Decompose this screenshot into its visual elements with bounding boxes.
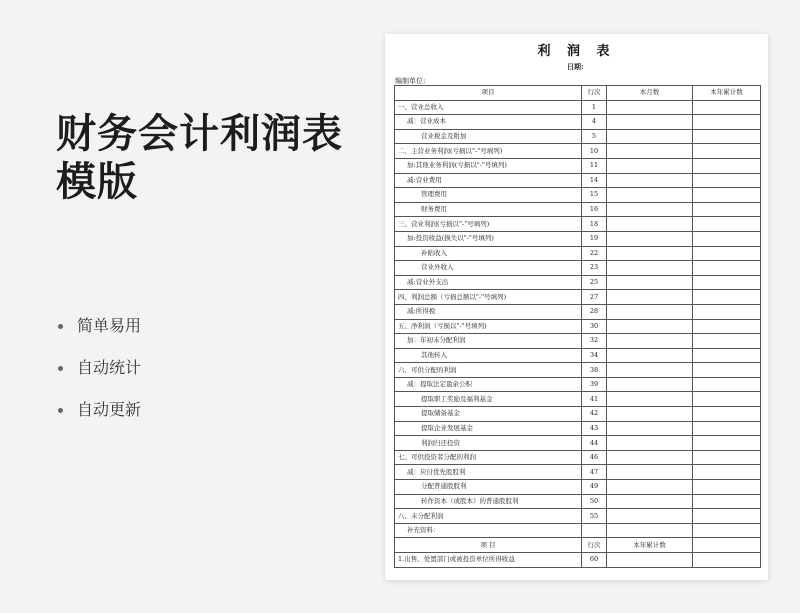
supplement-ytd-value[interactable] (607, 553, 693, 568)
page-title-line2: 模版 (56, 159, 138, 205)
income-statement-table (394, 85, 761, 568)
row-line: 19 (582, 231, 607, 246)
row-month-value[interactable] (607, 202, 693, 217)
supplement-header-row (395, 538, 761, 553)
row-line: 5 (582, 129, 607, 144)
row-ytd-value[interactable] (693, 348, 761, 363)
bullet-dot-icon (58, 408, 63, 413)
row-ytd-value[interactable] (693, 275, 761, 290)
row-ytd-value[interactable] (693, 319, 761, 334)
row-month-value[interactable] (607, 348, 693, 363)
row-line: 47 (582, 465, 607, 480)
row-item: 减：提取法定盈余公积 (395, 377, 582, 392)
row-item: 六、可供分配的利润 (395, 363, 582, 378)
row-ytd-value[interactable] (693, 480, 761, 495)
row-line: 43 (582, 421, 607, 436)
table-row (395, 275, 761, 290)
table-row (395, 217, 761, 232)
table-row (395, 407, 761, 422)
row-item: 提取职工奖励及福利基金 (395, 392, 582, 407)
row-ytd-value[interactable] (693, 246, 761, 261)
row-ytd-value[interactable] (693, 290, 761, 305)
row-item: 一、营业总收入 (395, 100, 582, 115)
row-item: 加:投资收益(损失以"-"号填列) (395, 231, 582, 246)
row-line: 46 (582, 450, 607, 465)
row-line: 10 (582, 144, 607, 159)
row-item: 七、可供投资者分配的利润 (395, 450, 582, 465)
row-item: 分配普通股股利 (395, 480, 582, 495)
row-ytd-value[interactable] (693, 436, 761, 451)
row-item: 管理费用 (395, 188, 582, 203)
row-item: 五、净利润（亏损以"-"号填列) (395, 319, 582, 334)
row-line: 11 (582, 158, 607, 173)
feature-label: 自动统计 (77, 358, 142, 377)
row-item: 利润归还投资 (395, 436, 582, 451)
feature-item (56, 314, 141, 356)
row-month-value[interactable] (607, 494, 693, 509)
row-item: 四、利润总额（亏损总额以"-"号填列) (395, 290, 582, 305)
row-month-value[interactable] (607, 231, 693, 246)
feature-list (56, 314, 141, 440)
row-item: 二、主营业务利润(亏损以"-"号填列) (395, 144, 582, 159)
bullet-dot-icon (58, 324, 63, 329)
bullet-dot-icon (58, 366, 63, 371)
row-line: 1 (582, 100, 607, 115)
row-month-value[interactable] (607, 450, 693, 465)
table-row (395, 173, 761, 188)
table-row (395, 553, 761, 568)
row-line: 49 (582, 480, 607, 495)
supplement-empty-cell[interactable] (693, 553, 761, 568)
date-label: 日期: (567, 62, 584, 71)
row-item: 补充资料： (395, 523, 582, 538)
table-row (395, 129, 761, 144)
row-item: 其他转入 (395, 348, 582, 363)
row-ytd-value[interactable] (693, 363, 761, 378)
row-item: 减:营业外支出 (395, 275, 582, 290)
row-month-value[interactable] (607, 100, 693, 115)
table-row (395, 304, 761, 319)
table-row (395, 158, 761, 173)
row-line: 15 (582, 188, 607, 203)
row-line: 4 (582, 115, 607, 130)
supplement-line: 60 (582, 553, 607, 568)
income-statement-sheet (385, 34, 768, 580)
page-title-line1: 财务会计利润表 (56, 111, 343, 157)
row-item: 提取企业发展基金 (395, 421, 582, 436)
row-month-value[interactable] (607, 173, 693, 188)
supplement-header-ytd: 本年累计数 (607, 538, 693, 553)
header-line: 行次 (582, 86, 607, 101)
row-ytd-value[interactable] (693, 144, 761, 159)
row-month-value[interactable] (607, 436, 693, 451)
row-line (582, 523, 607, 538)
table-row (395, 202, 761, 217)
row-item: 减:所得税 (395, 304, 582, 319)
row-line: 34 (582, 348, 607, 363)
supplement-header-line: 行次 (582, 538, 607, 553)
row-ytd-value[interactable] (693, 173, 761, 188)
row-line: 42 (582, 407, 607, 422)
row-line: 18 (582, 217, 607, 232)
row-ytd-value[interactable] (693, 188, 761, 203)
row-ytd-value[interactable] (693, 523, 761, 538)
table-row (395, 231, 761, 246)
header-ytd: 本年累计数 (693, 86, 761, 101)
row-item: 三、营业利润(亏损以"-"号填列) (395, 217, 582, 232)
row-ytd-value[interactable] (693, 217, 761, 232)
feature-item (56, 398, 141, 440)
table-row (395, 246, 761, 261)
supplement-header-item: 项 目 (395, 538, 582, 553)
table-row (395, 450, 761, 465)
row-month-value[interactable] (607, 158, 693, 173)
table-row (395, 494, 761, 509)
row-month-value[interactable] (607, 290, 693, 305)
row-ytd-value[interactable] (693, 450, 761, 465)
row-line: 39 (582, 377, 607, 392)
row-line: 23 (582, 261, 607, 276)
row-ytd-value[interactable] (693, 158, 761, 173)
row-item: 减：应付优先股股利 (395, 465, 582, 480)
table-row (395, 115, 761, 130)
row-ytd-value[interactable] (693, 100, 761, 115)
table-row (395, 523, 761, 538)
row-month-value[interactable] (607, 334, 693, 349)
row-line: 27 (582, 290, 607, 305)
supplement-item: 1.出售、处置部门或被投资单位所得收益 (395, 553, 582, 568)
row-month-value[interactable] (607, 246, 693, 261)
row-line: 38 (582, 363, 607, 378)
row-line: 50 (582, 494, 607, 509)
row-line: 25 (582, 275, 607, 290)
sheet-title: 利 润 表 (537, 44, 616, 59)
row-ytd-value[interactable] (693, 421, 761, 436)
row-ytd-value[interactable] (693, 509, 761, 524)
hero (56, 110, 376, 206)
row-month-value[interactable] (607, 275, 693, 290)
table-row (395, 392, 761, 407)
table-row (395, 100, 761, 115)
table-row (395, 261, 761, 276)
feature-label: 自动更新 (77, 400, 142, 419)
table-row (395, 363, 761, 378)
row-ytd-value[interactable] (693, 304, 761, 319)
feature-label: 简单易用 (77, 316, 142, 335)
row-month-value[interactable] (607, 407, 693, 422)
table-row (395, 465, 761, 480)
table-row (395, 421, 761, 436)
row-month-value[interactable] (607, 421, 693, 436)
row-month-value[interactable] (607, 129, 693, 144)
row-ytd-value[interactable] (693, 231, 761, 246)
row-month-value[interactable] (607, 217, 693, 232)
row-ytd-value[interactable] (693, 115, 761, 130)
row-line: 28 (582, 304, 607, 319)
supplement-header-empty (693, 538, 761, 553)
row-month-value[interactable] (607, 523, 693, 538)
row-item: 八、未分配利润 (395, 509, 582, 524)
row-month-value[interactable] (607, 377, 693, 392)
row-ytd-value[interactable] (693, 261, 761, 276)
table-row (395, 290, 761, 305)
row-item: 加：年初未分配利润 (395, 334, 582, 349)
row-month-value[interactable] (607, 509, 693, 524)
row-line: 30 (582, 319, 607, 334)
row-line: 41 (582, 392, 607, 407)
row-month-value[interactable] (607, 363, 693, 378)
table-row (395, 436, 761, 451)
unit-label: 编制单位: (395, 77, 426, 85)
row-line: 16 (582, 202, 607, 217)
table-header-row (395, 86, 761, 101)
row-ytd-value[interactable] (693, 202, 761, 217)
feature-item (56, 356, 141, 398)
row-item: 营业外收入 (395, 261, 582, 276)
row-item: 提取储备基金 (395, 407, 582, 422)
table-row (395, 144, 761, 159)
row-item: 减:营业费用 (395, 173, 582, 188)
row-item: 转作资本（或股本）的普通股股利 (395, 494, 582, 509)
row-month-value[interactable] (607, 144, 693, 159)
row-ytd-value[interactable] (693, 465, 761, 480)
row-month-value[interactable] (607, 319, 693, 334)
header-month: 本月数 (607, 86, 693, 101)
row-line: 44 (582, 436, 607, 451)
row-month-value[interactable] (607, 465, 693, 480)
row-month-value[interactable] (607, 480, 693, 495)
row-ytd-value[interactable] (693, 494, 761, 509)
row-item: 减：营业成本 (395, 115, 582, 130)
row-month-value[interactable] (607, 261, 693, 276)
row-ytd-value[interactable] (693, 377, 761, 392)
row-month-value[interactable] (607, 392, 693, 407)
page-title (56, 110, 376, 206)
row-item: 补贴收入 (395, 246, 582, 261)
row-ytd-value[interactable] (693, 129, 761, 144)
header-item: 项目 (395, 86, 582, 101)
row-line: 14 (582, 173, 607, 188)
row-line: 55 (582, 509, 607, 524)
row-ytd-value[interactable] (693, 407, 761, 422)
row-line: 22 (582, 246, 607, 261)
table-row (395, 348, 761, 363)
row-month-value[interactable] (607, 188, 693, 203)
row-ytd-value[interactable] (693, 392, 761, 407)
row-item: 营业税金及附加 (395, 129, 582, 144)
table-row (395, 188, 761, 203)
row-month-value[interactable] (607, 115, 693, 130)
table-row (395, 334, 761, 349)
table-row (395, 319, 761, 334)
row-line: 32 (582, 334, 607, 349)
row-ytd-value[interactable] (693, 334, 761, 349)
row-month-value[interactable] (607, 304, 693, 319)
table-row (395, 377, 761, 392)
table-row (395, 480, 761, 495)
row-item: 加:其他业务利润(亏损以"-"号填列) (395, 158, 582, 173)
table-row (395, 509, 761, 524)
row-item: 财务费用 (395, 202, 582, 217)
